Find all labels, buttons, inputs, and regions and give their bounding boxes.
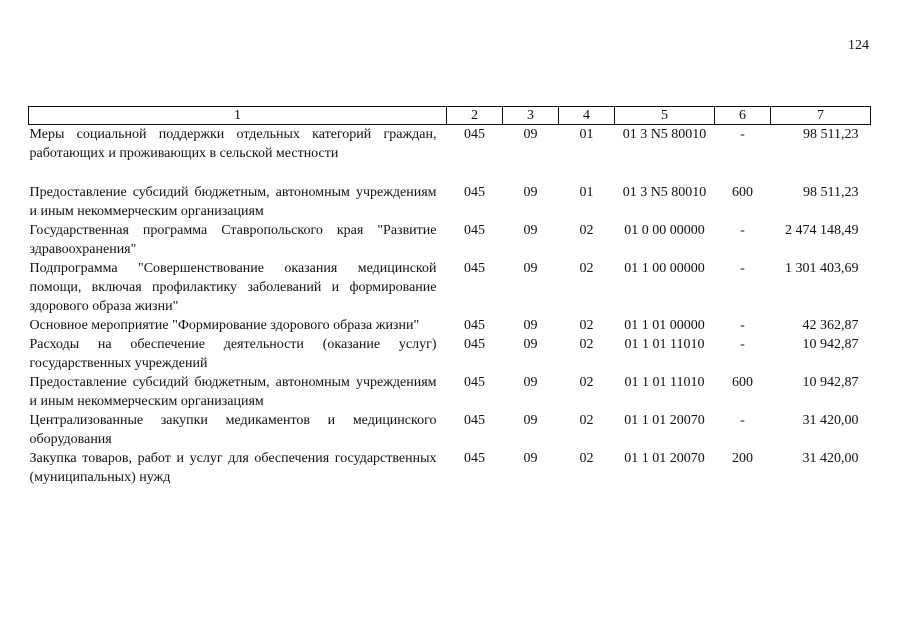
row-expense-type: - [740,413,745,428]
row-amount: 10 942,87 [802,337,859,352]
row-section-code: 09 [523,413,538,428]
row-amount: 2 474 148,49 [785,223,859,238]
row-ministry-code: 045 [464,261,485,276]
row-target-code: 01 1 00 00000 [624,261,705,276]
row-expense-type: 600 [732,375,753,390]
row-description: Предоставление субсидий бюджетным, автономным учреждениям и иным некоммерческим организациям [29,185,437,219]
header-row [29,107,871,125]
table-row [29,411,871,449]
row-expense-type: - [740,337,745,352]
table-row [29,183,871,221]
row-target-code: 01 1 01 00000 [624,318,705,333]
row-subsection-code: 02 [579,223,594,238]
header-col-2: 2 [447,107,503,125]
row-ministry-code: 045 [464,318,485,333]
table-row [29,316,871,335]
row-target-code: 01 1 01 11010 [624,337,705,352]
row-amount: 98 511,23 [803,185,859,200]
row-description: Предоставление субсидий бюджетным, автономным учреждениям и иным некоммерческим организациям [29,375,437,409]
header-col-6: 6 [715,107,771,125]
row-section-code: 09 [523,375,538,390]
row-expense-type: - [740,223,745,238]
header-col-3: 3 [503,107,559,125]
row-expense-type: - [740,261,745,276]
row-ministry-code: 045 [464,337,485,352]
row-ministry-code: 045 [464,127,485,142]
row-section-code: 09 [523,337,538,352]
table-row [29,259,871,316]
row-section-code: 09 [523,261,538,276]
row-amount: 31 420,00 [802,451,859,466]
table-row [29,221,871,259]
row-subsection-code: 01 [579,127,594,142]
budget-table [28,106,871,487]
row-amount: 42 362,87 [802,318,859,333]
row-target-code: 01 3 N5 80010 [622,127,707,142]
row-ministry-code: 045 [464,223,485,238]
row-subsection-code: 02 [579,375,594,390]
header-col-1: 1 [29,107,447,125]
row-section-code: 09 [523,451,538,466]
row-section-code: 09 [523,318,538,333]
table-row [29,449,871,487]
row-ministry-code: 045 [464,185,485,200]
row-description: Подпрограмма "Совершенствование оказания медицинской помощи, включая профилактику заболеваний и формирование здорового образа жизни" [29,261,437,314]
row-expense-type: - [740,127,745,142]
row-ministry-code: 045 [464,413,485,428]
row-amount: 10 942,87 [802,375,859,390]
header-col-5: 5 [615,107,715,125]
row-amount: 98 511,23 [803,127,859,142]
row-target-code: 01 3 N5 80010 [622,185,707,200]
row-target-code: 01 1 01 11010 [624,375,705,390]
row-subsection-code: 02 [579,413,594,428]
table-row [29,125,871,184]
row-description: Закупка товаров, работ и услуг для обеспечения государственных (муниципальных) нужд [29,451,437,485]
row-description: Централизованные закупки медикаментов и медицинского оборудования [29,413,437,447]
row-expense-type: 600 [732,185,753,200]
row-description: Меры социальной поддержки отдельных категорий граждан, работающих и проживающих в сельской местности [29,127,437,161]
row-description: Расходы на обеспечение деятельности (оказание услуг) государственных учреждений [29,337,437,371]
row-amount: 1 301 403,69 [785,261,859,276]
header-col-4: 4 [559,107,615,125]
row-subsection-code: 01 [579,185,594,200]
row-description: Основное мероприятие "Формирование здорового образа жизни" [29,318,420,333]
row-subsection-code: 02 [579,318,594,333]
row-target-code: 01 1 01 20070 [624,413,705,428]
row-target-code: 01 0 00 00000 [624,223,705,238]
row-amount: 31 420,00 [802,413,859,428]
row-section-code: 09 [523,185,538,200]
row-target-code: 01 1 01 20070 [624,451,705,466]
row-expense-type: - [740,318,745,333]
row-subsection-code: 02 [579,337,594,352]
row-section-code: 09 [523,223,538,238]
page-number: 124 [848,38,869,53]
row-ministry-code: 045 [464,451,485,466]
table-row [29,373,871,411]
row-ministry-code: 045 [464,375,485,390]
header-col-7: 7 [771,107,871,125]
row-subsection-code: 02 [579,261,594,276]
row-expense-type: 200 [732,451,753,466]
row-description: Государственная программа Ставропольского края "Развитие здравоохранения" [29,223,437,257]
row-section-code: 09 [523,127,538,142]
table-row [29,335,871,373]
row-subsection-code: 02 [579,451,594,466]
